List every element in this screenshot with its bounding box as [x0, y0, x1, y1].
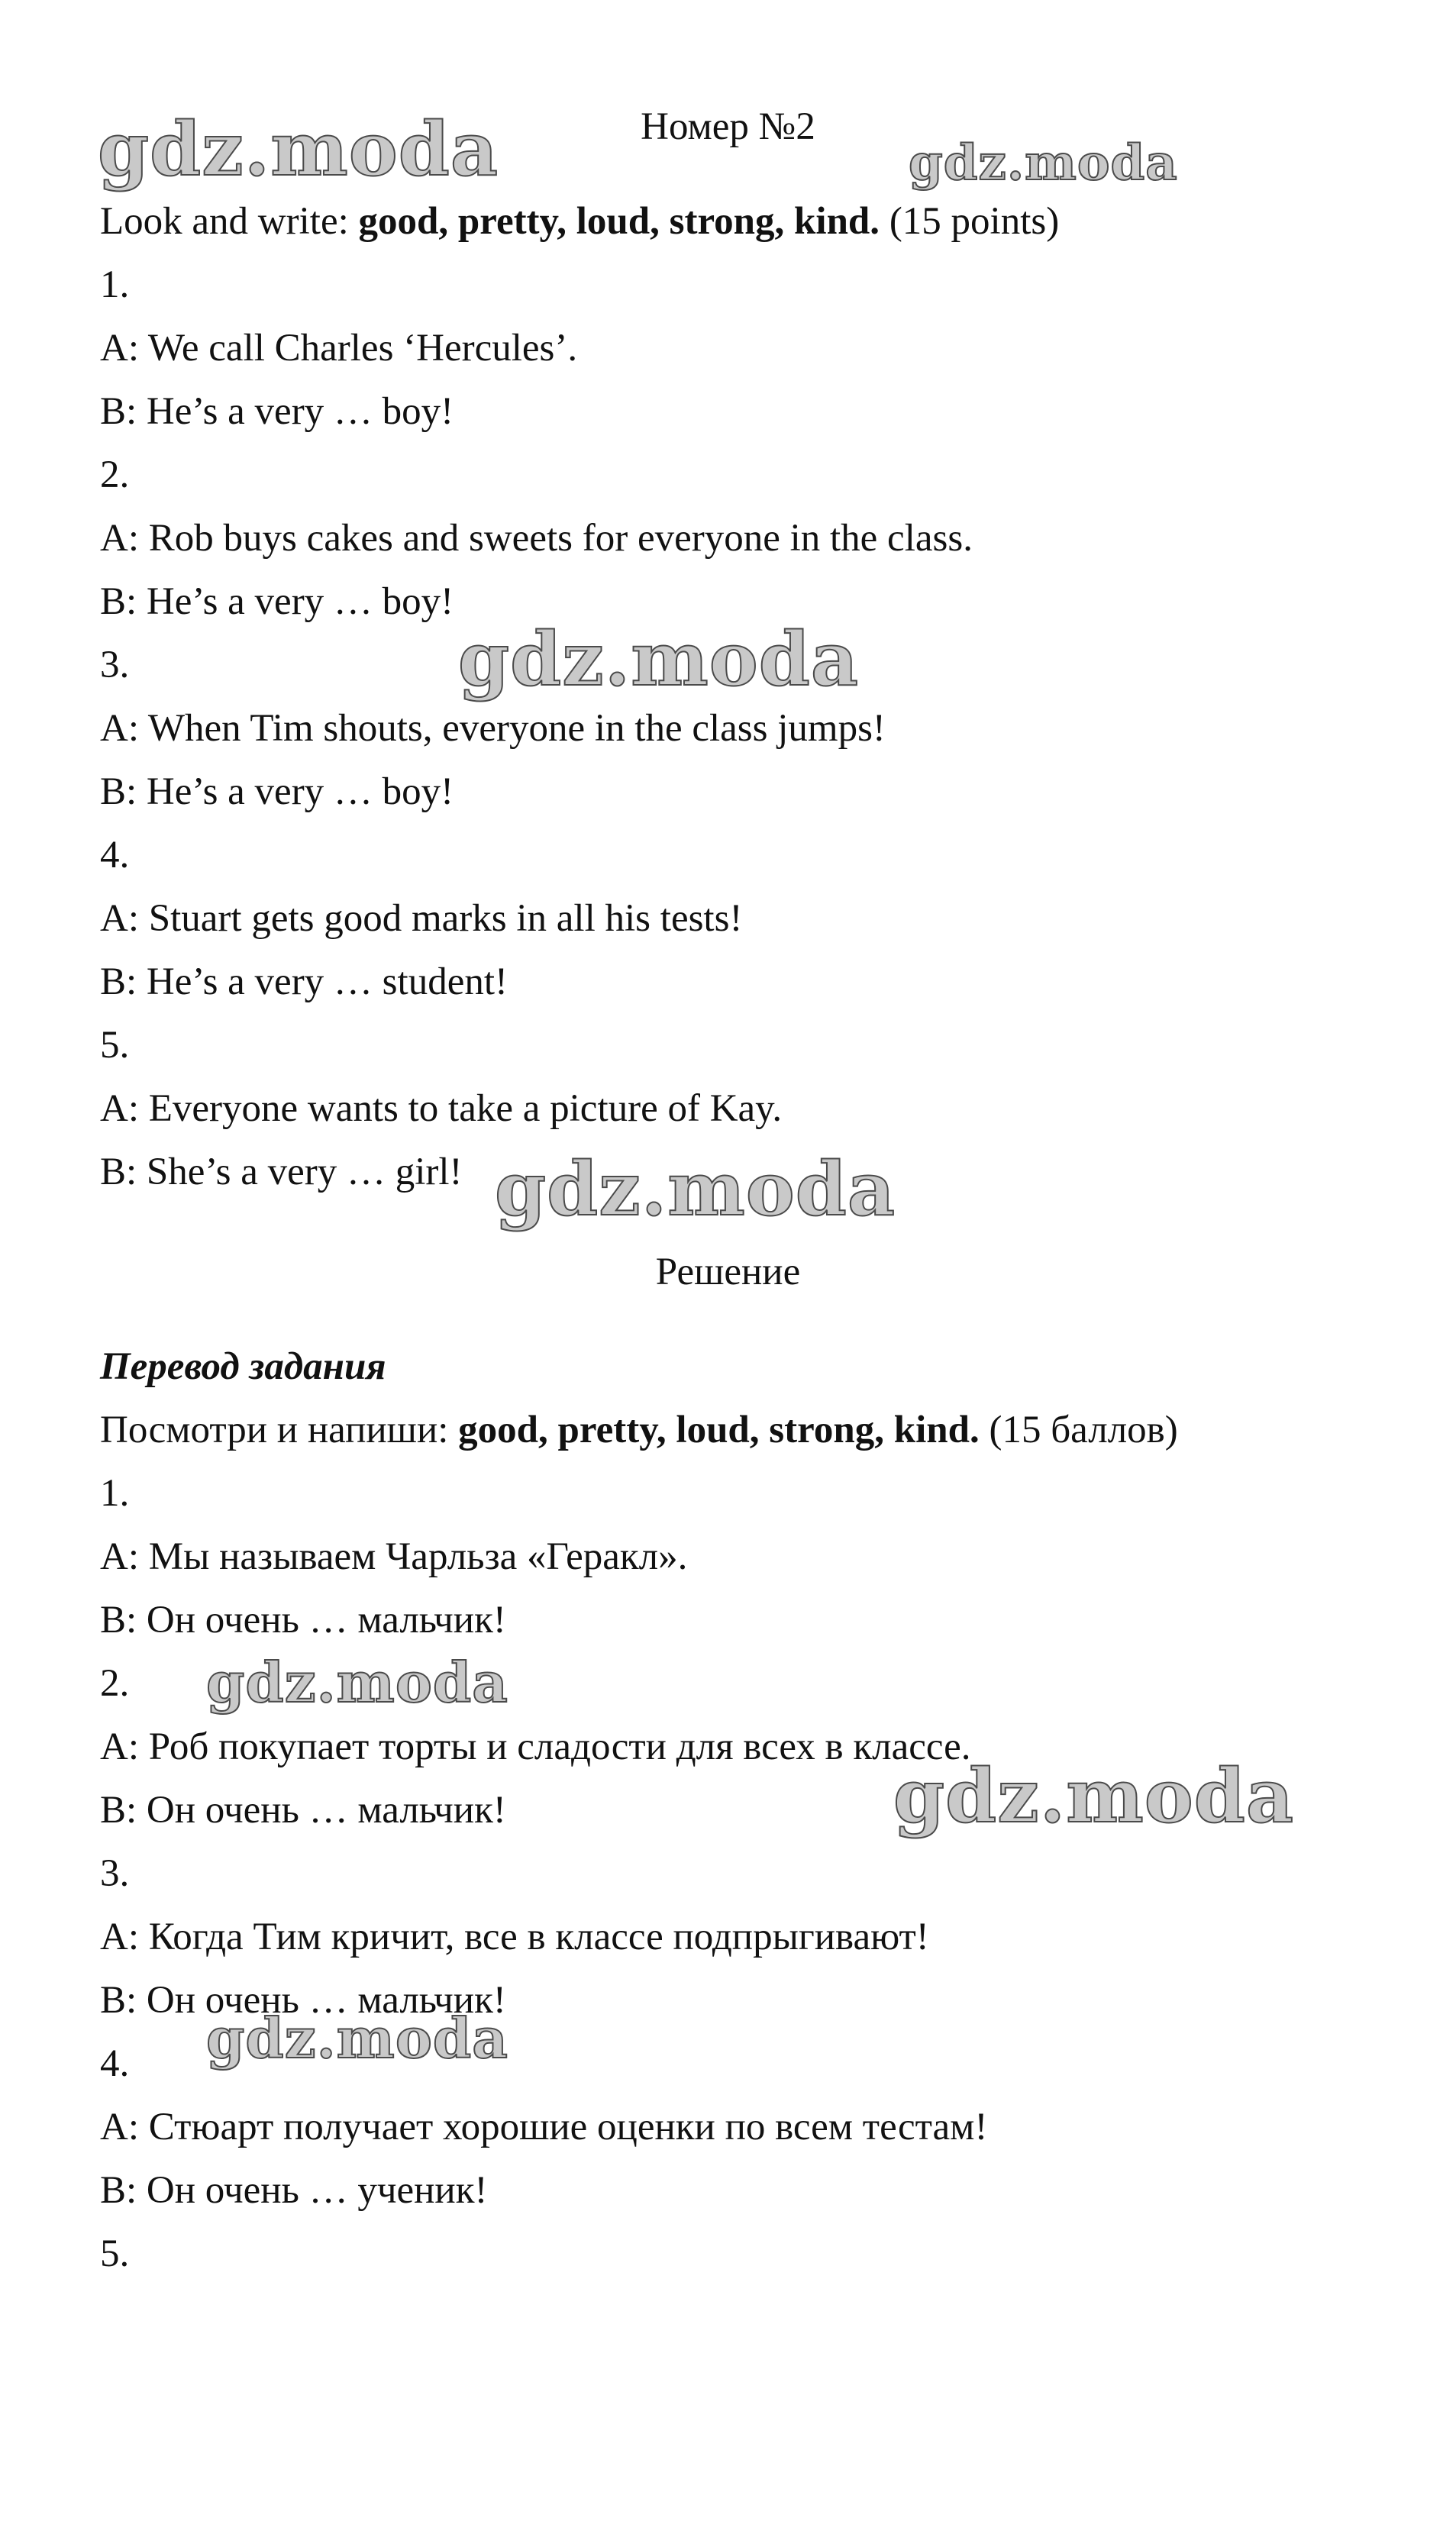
- watermark-logo: gdz.moda: [495, 1146, 896, 1232]
- task-item-number: 3.: [100, 644, 130, 686]
- instruction-words: good, pretty, loud, strong, kind.: [458, 1409, 980, 1451]
- solution-heading: Решение: [655, 1251, 801, 1293]
- task-item-number: 5.: [100, 1024, 130, 1067]
- watermark-logo: gdz.moda: [206, 2006, 508, 2071]
- task-item-b: B: He’s a very … student!: [100, 960, 508, 1003]
- translation-item-b: B: Он очень … мальчик!: [100, 1789, 506, 1832]
- translation-item-number: 3.: [100, 1852, 130, 1895]
- translation-item-number: 2.: [100, 1662, 130, 1705]
- task-item-number: 1.: [100, 263, 130, 306]
- translation-title: Перевод задания: [100, 1345, 386, 1388]
- instruction-points: (15 points): [880, 200, 1060, 243]
- translation-item-a: A: Стюарт получает хорошие оценки по всем тестам!: [100, 2106, 988, 2148]
- task-item-b: B: He’s a very … boy!: [100, 580, 454, 623]
- task-item-a: A: Rob buys cakes and sweets for everyone in the class.: [100, 517, 973, 560]
- task-item-a: A: We call Charles ‘Hercules’.: [100, 327, 578, 370]
- translation-item-a: A: Роб покупает торты и сладости для всех в классе.: [100, 1725, 971, 1768]
- translation-item-number: 4.: [100, 2042, 130, 2085]
- page-title: Номер №2: [641, 105, 815, 148]
- task-item-b: B: He’s a very … boy!: [100, 390, 454, 433]
- instruction-prefix: Посмотри и напиши:: [100, 1409, 459, 1451]
- task-item-b: B: He’s a very … boy!: [100, 770, 454, 813]
- task-item-a: A: When Tim shouts, everyone in the class jumps!: [100, 707, 886, 750]
- translation-item-a: A: Когда Тим кричит, все в классе подпрыгивают!: [100, 1916, 929, 1958]
- translation-item-number: 1.: [100, 1472, 130, 1515]
- instruction-points: (15 баллов): [979, 1409, 1178, 1451]
- watermark-logo: gdz.moda: [206, 1650, 508, 1715]
- task-instruction: [100, 199, 1059, 244]
- watermark-logo: gdz.moda: [909, 134, 1178, 192]
- instruction-words: good, pretty, loud, strong, kind.: [358, 200, 880, 243]
- translation-item-a: A: Мы называем Чарльза «Геракл».: [100, 1535, 688, 1578]
- task-item-b: B: She’s a very … girl!: [100, 1151, 463, 1193]
- watermark-logo: gdz.moda: [893, 1753, 1295, 1839]
- translation-item-number: 5.: [100, 2232, 130, 2275]
- translation-item-b: B: Он очень … мальчик!: [100, 1599, 506, 1641]
- task-item-a: A: Stuart gets good marks in all his tests!: [100, 897, 743, 940]
- watermark-logo: gdz.moda: [98, 106, 499, 192]
- watermark-logo: gdz.moda: [458, 616, 860, 702]
- task-item-number: 2.: [100, 454, 130, 496]
- task-item-a: A: Everyone wants to take a picture of Kay.: [100, 1087, 783, 1130]
- task-item-number: 4.: [100, 834, 130, 876]
- translation-item-b: B: Он очень … мальчик!: [100, 1979, 506, 2022]
- translation-instruction: [100, 1407, 1178, 1453]
- translation-item-b: B: Он очень … ученик!: [100, 2169, 488, 2212]
- instruction-prefix: Look and write:: [100, 200, 359, 243]
